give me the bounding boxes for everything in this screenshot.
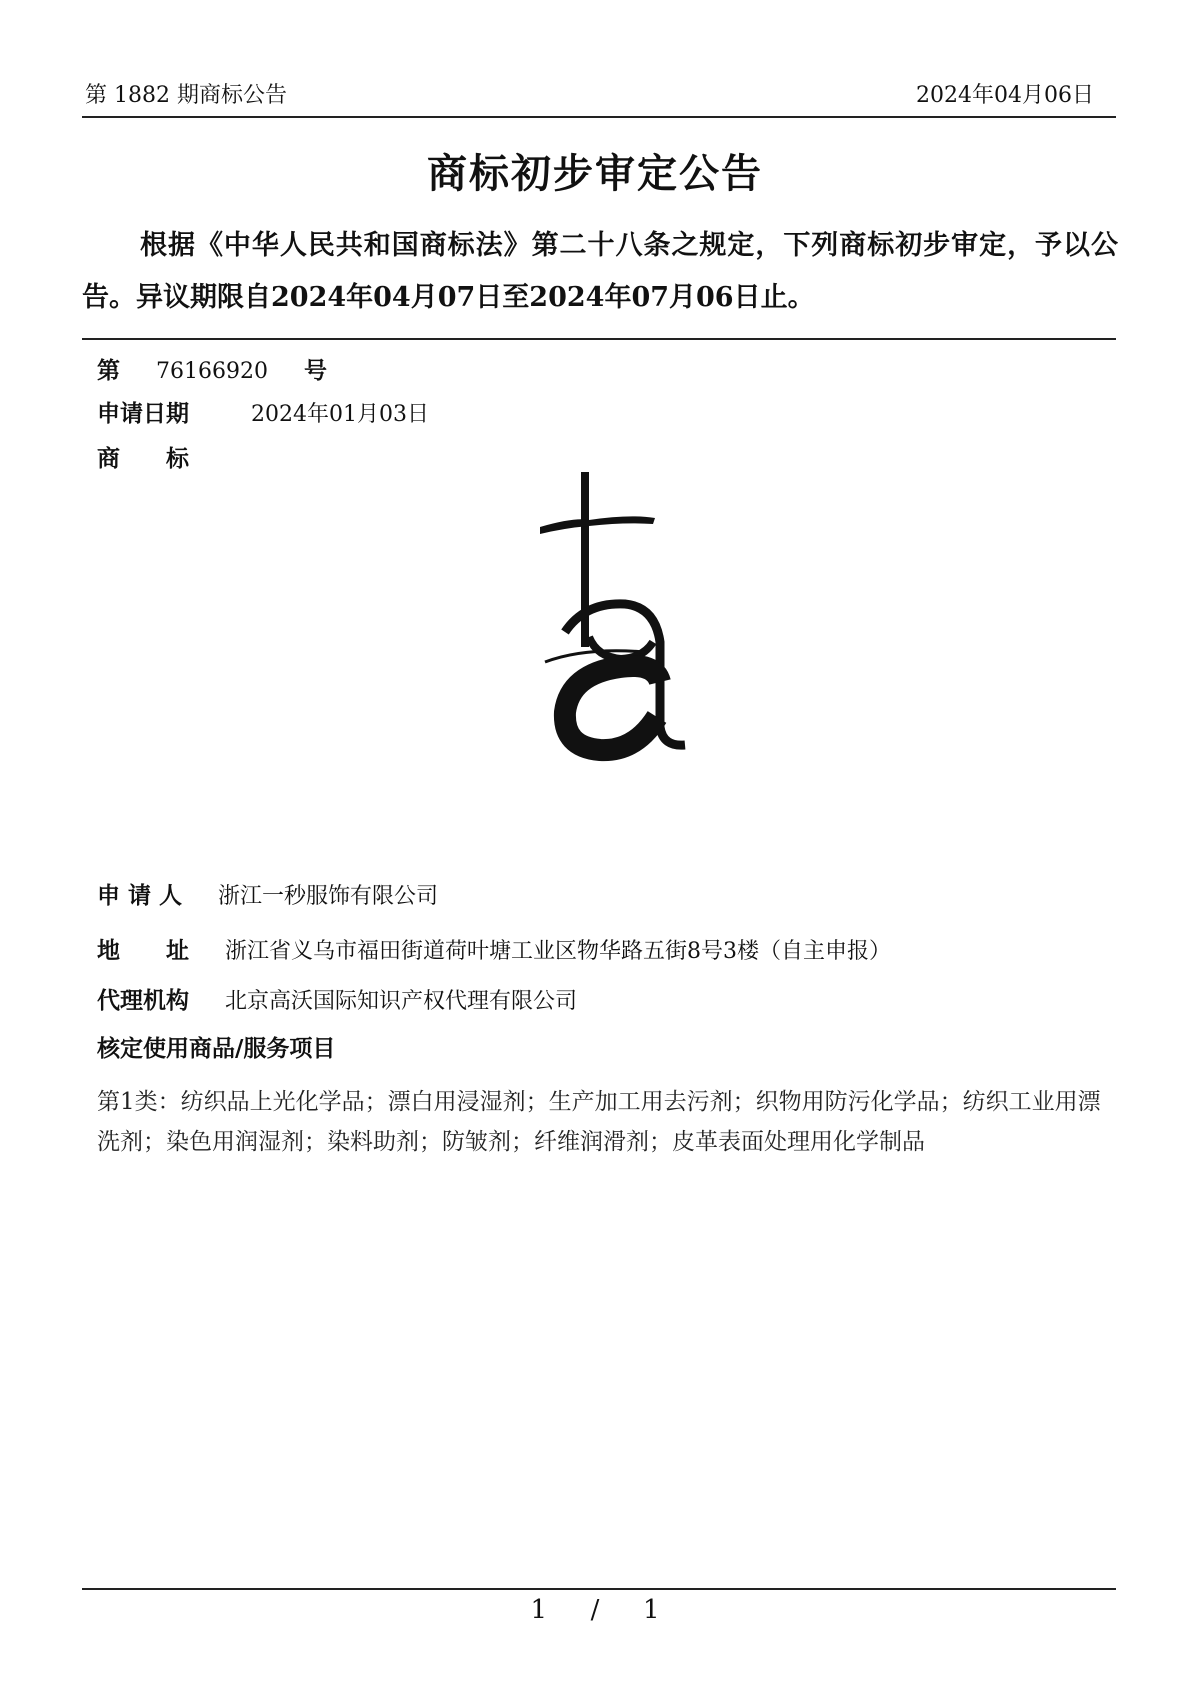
address-value: 浙江省义乌市福田街道荷叶塘工业区物华路五街8号3楼（自主申报） <box>225 939 891 964</box>
application-date: 2024年01月03日 <box>251 402 429 427</box>
issue-number: 第 1882 期商标公告 <box>85 83 287 108</box>
trademark-logo <box>535 462 705 762</box>
number-prefix: 第 <box>97 358 120 384</box>
application-date-row <box>97 395 429 428</box>
agency-row <box>97 982 577 1015</box>
current-page: 1 <box>530 1595 547 1625</box>
address-row <box>97 932 891 965</box>
application-date-label: 申请日期 <box>97 401 189 427</box>
footer-divider <box>82 1588 1116 1590</box>
page-indicator <box>0 1595 1190 1625</box>
record-number: 76166920 <box>156 359 268 384</box>
goods-list: 第1类：纺织品上光化学品；漂白用浸湿剂；生产加工用去污剂；织物用防污化学品；纺织工业用漂洗剂；染色用润湿剂；染料助剂；防皱剂；纤维润滑剂；皮革表面处理用化学制品 <box>97 1089 1101 1155</box>
applicant-name: 浙江一秒服饰有限公司 <box>218 884 439 909</box>
agency-name: 北京高沃国际知识产权代理有限公司 <box>225 989 578 1014</box>
goods-heading-row <box>97 1030 335 1063</box>
record-number-row <box>97 352 327 385</box>
mark-label: 商 标 <box>97 446 189 472</box>
page-separator: / <box>590 1595 600 1625</box>
goods-label: 核定使用商品/服务项目 <box>97 1036 336 1062</box>
total-pages: 1 <box>642 1595 660 1625</box>
mark-row <box>97 440 189 473</box>
section-divider <box>82 338 1116 340</box>
header-divider <box>82 116 1116 118</box>
number-suffix: 号 <box>303 358 327 384</box>
applicant-label: 申 请 人 <box>97 883 183 909</box>
page-title: 商标初步审定公告 <box>427 150 763 197</box>
address-label: 地 址 <box>97 938 189 964</box>
publication-date: 2024年04月06日 <box>916 83 1094 108</box>
intro-paragraph: 根据《中华人民共和国商标法》第二十八条之规定，下列商标初步审定，予以公告。异议期限自2024年04月07日至2024年07月06日止。 <box>82 230 1118 313</box>
applicant-row <box>97 877 438 910</box>
agency-label: 代理机构 <box>97 988 189 1014</box>
